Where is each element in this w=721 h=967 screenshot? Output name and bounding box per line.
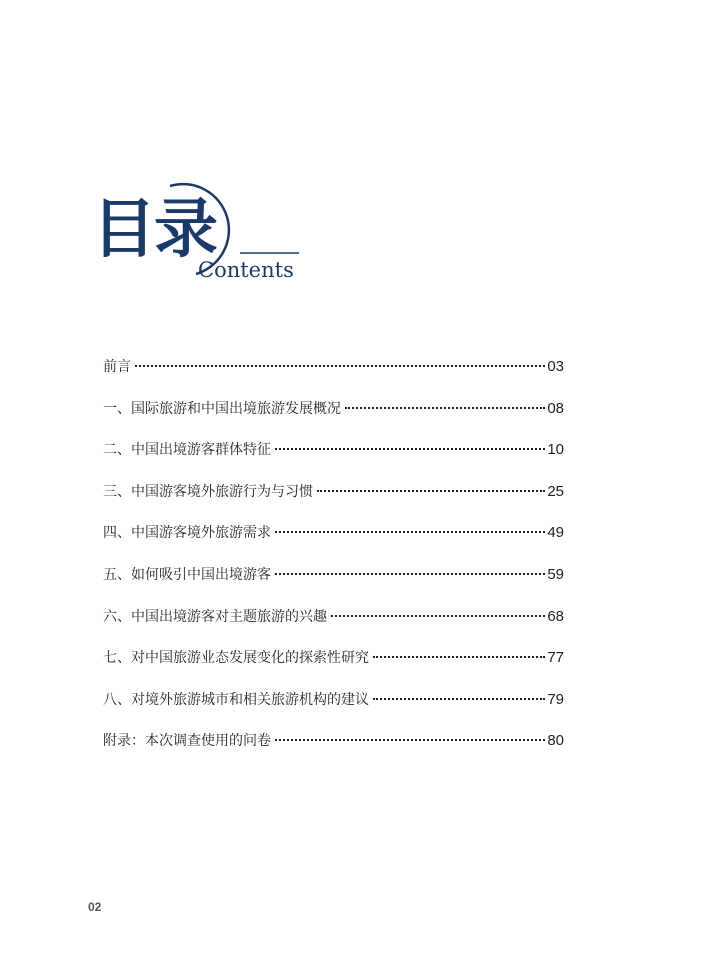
toc-item[interactable] — [103, 398, 564, 440]
page-number: 02 — [88, 900, 102, 914]
toc-page-number: 10 — [547, 441, 564, 459]
toc-page-number: 80 — [547, 732, 564, 750]
toc-page-number: 49 — [547, 524, 564, 542]
dot-leader — [275, 448, 545, 450]
toc-page-number: 79 — [547, 690, 564, 708]
toc-label: 附录：本次调查使用的问卷 — [103, 733, 271, 750]
toc-item[interactable] — [103, 606, 564, 648]
dot-leader — [275, 531, 545, 533]
toc-page-number: 03 — [547, 358, 564, 375]
dot-leader — [373, 656, 545, 658]
dot-leader — [135, 365, 545, 367]
toc-label: 二、中国出境游客群体特征 — [103, 442, 271, 459]
toc-page-number: 59 — [547, 565, 564, 583]
toc-item[interactable] — [103, 522, 564, 564]
toc-label: 六、中国出境游客对主题旅游的兴趣 — [103, 608, 327, 625]
toc-label: 五、如何吸引中国出境游客 — [103, 566, 271, 583]
toc-item[interactable] — [103, 564, 564, 606]
heading-subtitle: Contents — [198, 258, 294, 282]
dot-leader — [345, 407, 545, 409]
toc-label: 四、中国游客境外旅游需求 — [103, 525, 271, 542]
toc-label: 一、国际旅游和中国出境旅游发展概况 — [103, 400, 341, 417]
toc-label: 前言 — [103, 359, 131, 375]
toc-item[interactable] — [103, 481, 564, 523]
dot-leader — [373, 698, 545, 700]
toc-label: 七、对中国旅游业态发展变化的探索性研究 — [103, 650, 369, 667]
toc-item[interactable] — [103, 730, 564, 772]
dot-leader — [275, 573, 545, 575]
contents-heading — [92, 178, 312, 290]
toc-page-number: 08 — [547, 399, 564, 417]
toc-label: 八、对境外旅游城市和相关旅游机构的建议 — [103, 691, 369, 708]
toc-page-number: 25 — [547, 482, 564, 500]
toc-page-number: 77 — [547, 649, 564, 667]
toc-item[interactable] — [103, 439, 564, 481]
toc-page-number: 68 — [547, 607, 564, 625]
dot-leader — [275, 739, 545, 741]
toc-item[interactable] — [103, 689, 564, 731]
heading-title: 目录 — [92, 193, 216, 267]
toc-label: 三、中国游客境外旅游行为与习惯 — [103, 483, 313, 500]
toc-item[interactable] — [103, 356, 564, 398]
toc-item[interactable] — [103, 647, 564, 689]
table-of-contents — [103, 356, 564, 772]
dot-leader — [331, 615, 545, 617]
dot-leader — [317, 490, 545, 492]
